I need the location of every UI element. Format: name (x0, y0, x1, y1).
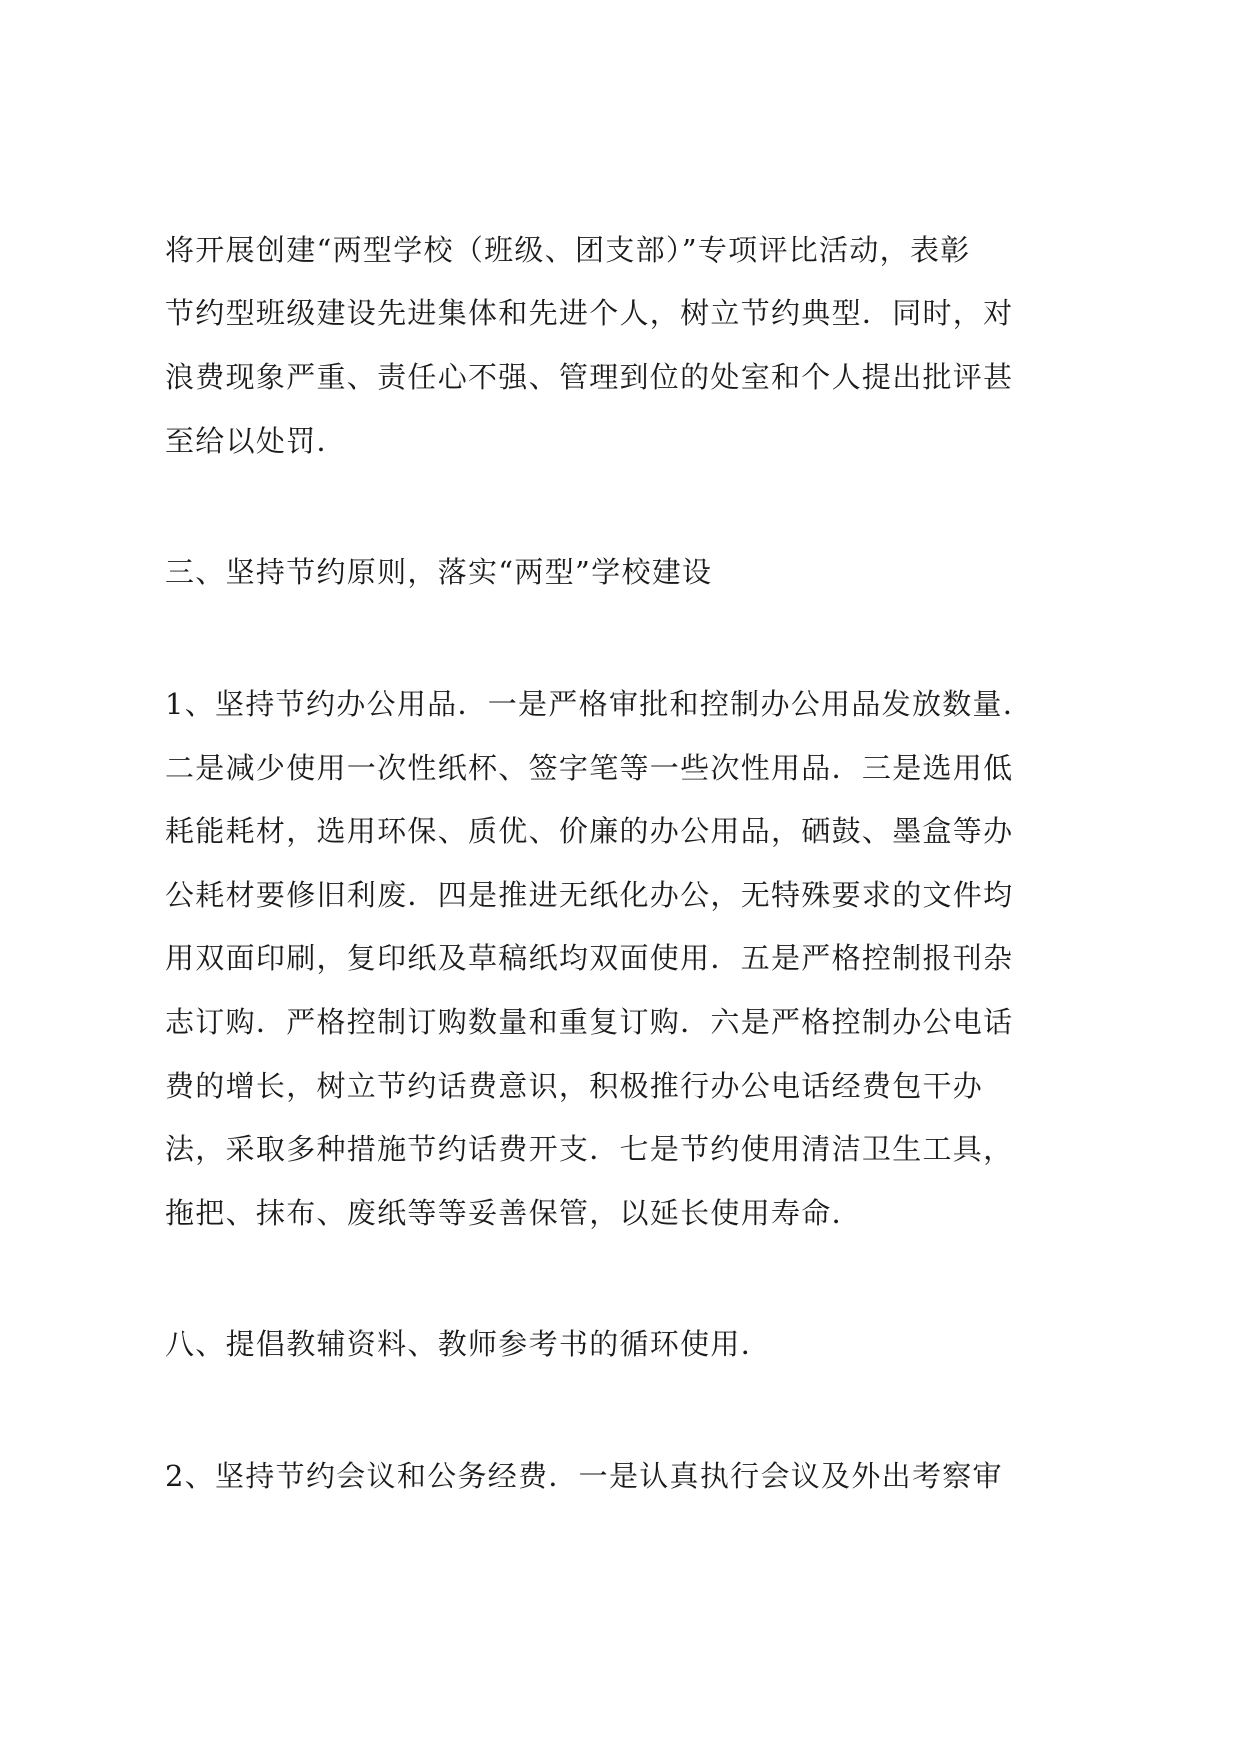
paragraph-line: 二是减少使用一次性纸杯、签字笔等一些次性用品．三是选用低 (165, 751, 1014, 785)
paragraph-line: 至给以处罚． (165, 424, 347, 458)
section-heading: 三、坚持节约原则，落实“两型”学校建设 (165, 555, 713, 589)
paragraph-line: 公耗材要修旧利废．四是推进无纸化办公，无特殊要求的文件均 (165, 878, 1014, 912)
paragraph-line: 志订购．严格控制订购数量和重复订购．六是严格控制办公电话 (165, 1005, 1014, 1039)
paragraph-line: 法，采取多种措施节约话费开支．七是节约使用清洁卫生工具， (165, 1132, 1014, 1166)
paragraph-line: 1、坚持节约办公用品．一是严格审批和控制办公用品发放数量． (165, 687, 1034, 721)
paragraph-line: 节约型班级建设先进集体和先进个人，树立节约典型．同时，对 (165, 296, 1014, 330)
paragraph-line: 浪费现象严重、责任心不强、管理到位的处室和个人提出批评甚 (165, 360, 1014, 394)
paragraph-line: 费的增长，树立节约话费意识，积极推行办公电话经费包干办 (165, 1069, 984, 1103)
paragraph-line: 2、坚持节约会议和公务经费．一是认真执行会议及外出考察审 (165, 1459, 1003, 1493)
paragraph-line: 用双面印刷，复印纸及草稿纸均双面使用．五是严格控制报刊杂 (165, 941, 1014, 975)
paragraph-line: 八、提倡教辅资料、教师参考书的循环使用． (165, 1327, 772, 1361)
paragraph-line: 耗能耗材，选用环保、质优、价廉的办公用品，硒鼓、墨盒等办 (165, 814, 1014, 848)
paragraph-line: 将开展创建“两型学校（班级、团支部）”专项评比活动，表彰 (165, 233, 971, 267)
paragraph-line: 拖把、抹布、废纸等等妥善保管，以延长使用寿命． (165, 1196, 862, 1230)
